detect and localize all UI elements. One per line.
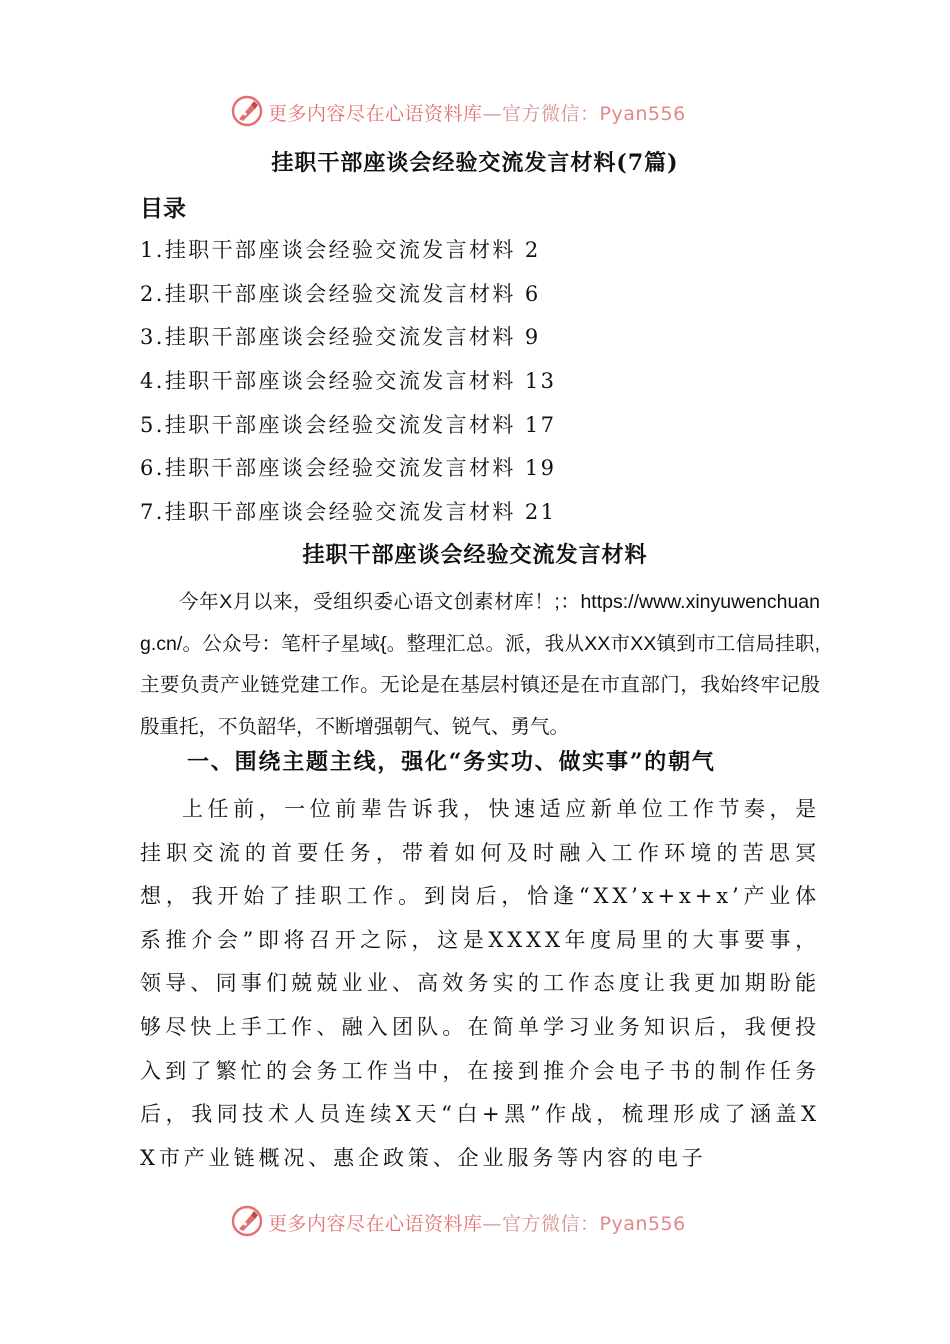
watermark-left-text: 更多内容尽在心语资料库 [268,103,483,125]
watermark-wechat-id: Pyan556 [599,103,686,125]
watermark-text [268,99,686,126]
toc-item[interactable]: 5.挂职干部座谈会经验交流发言材料 17 [140,412,557,437]
pen-nib-logo-icon [230,1204,264,1238]
toc-item[interactable]: 3.挂职干部座谈会经验交流发言材料 9 [140,325,541,350]
toc-item[interactable]: 2.挂职干部座谈会经验交流发言材料 6 [140,281,541,306]
toc-item[interactable]: 6.挂职干部座谈会经验交流发言材料 19 [140,456,557,481]
body-paragraph: 上任前，一位前辈告诉我，快速适应新单位工作节奏，是挂职交流的首要任务，带着如何及时融入工作环境的苦思冥想，我开始了挂职工作。到岗后，恰逢“XX’x+x+x’产业体系推介会”即将召开之际，这是XXXX年度局里的大事要事，领导、同事们兢兢业业、高效务实的工作态度让我更加期盼能够尽快上手工作、融入团队。在简单学习业务知识后，我便投入到了繁忙的会务工作当中，在接到推介会电子书的制作任务后，我同技术人员连续X天“白+黑”作战，梳理形成了涵盖XX市产业链概况、惠企政策、企业服务等内容的电子 [140,797,820,1170]
pen-nib-logo-icon [230,94,264,128]
table-of-contents [140,232,556,538]
intro-paragraph: 今年X月以来，受组织委心语文创素材库！;：https://www.xinyuwenchuang.cn/。公众号：笔杆子星域{。整理汇总。派，我从XX市XX镇到市工信局挂职,主要负责产业链党建工作。无论是在基层村镇还是在市直部门，我始终牢记殷殷重托，不负韶华，不断增强朝气、锐气、勇气。 [140,591,820,738]
toc-item[interactable]: 1.挂职干部座谈会经验交流发言材料 2 [140,238,541,262]
watermark-wechat-id: Pyan556 [599,1213,686,1235]
section-heading-1: 一、围绕主题主线，强化“务实功、做实事”的朝气 [187,749,716,775]
watermark-banner-top [0,92,950,132]
toc-heading: 目录 [140,195,186,222]
toc-item[interactable]: 7.挂职干部座谈会经验交流发言材料 21 [140,500,557,525]
watermark-right-text: —官方微信： [482,103,600,125]
document-title: 挂职干部座谈会经验交流发言材料(7篇) [271,150,679,176]
watermark-right-text: —官方微信： [482,1213,600,1235]
watermark-banner-bottom [0,1202,950,1242]
watermark-left-text: 更多内容尽在心语资料库 [268,1213,483,1235]
section-title: 挂职干部座谈会经验交流发言材料 [302,542,648,568]
toc-item[interactable]: 4.挂职干部座谈会经验交流发言材料 13 [140,369,557,394]
watermark-text [268,1209,686,1236]
